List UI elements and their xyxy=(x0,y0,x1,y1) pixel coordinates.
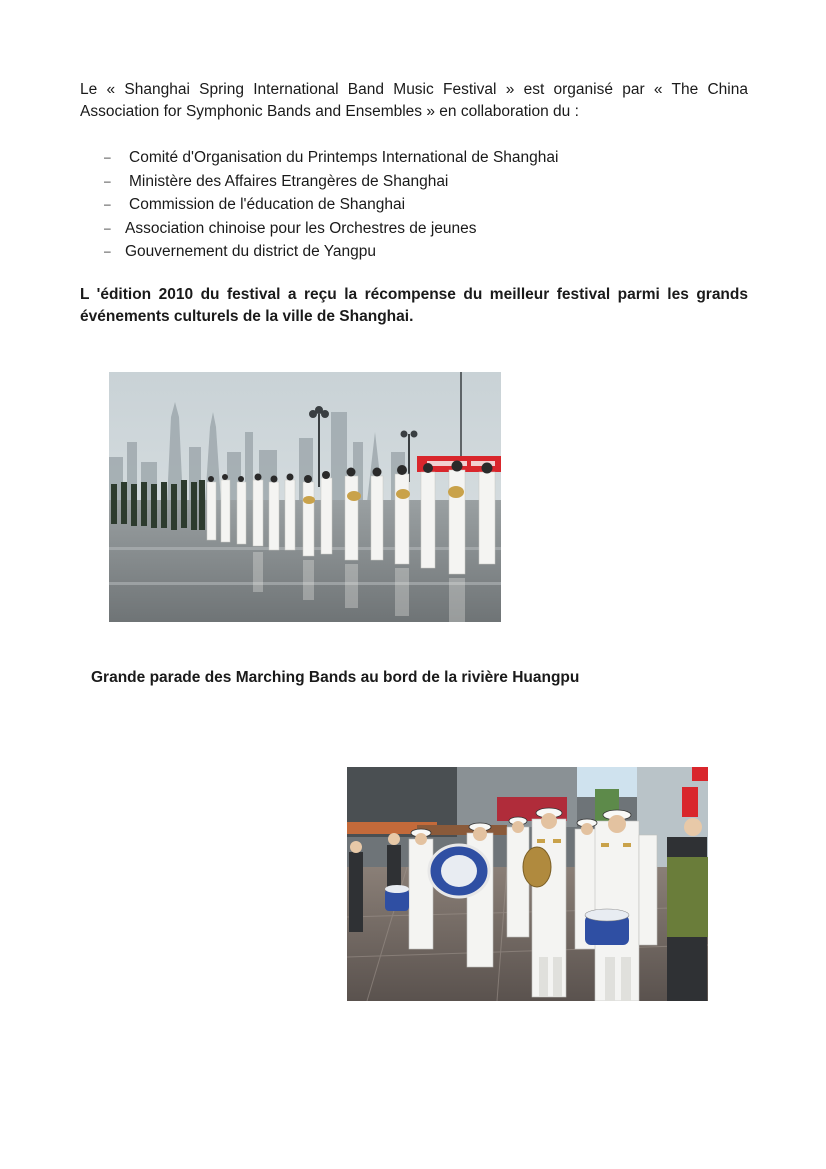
bund-band-photo xyxy=(109,372,501,622)
partner-name: Association chinoise pour les Orchestres de jeunes xyxy=(125,219,477,237)
bullet-dash: – xyxy=(104,220,111,235)
list-item xyxy=(104,217,558,241)
partner-list xyxy=(104,146,558,264)
partner-name: Gouvernement du district de Yangpu xyxy=(125,243,377,260)
parade-caption: Grande parade des Marching Bands au bord de la rivière Huangpu xyxy=(91,669,580,686)
partner-name: Ministère des Affaires Etrangères de Shanghai xyxy=(129,172,449,190)
street-parade-photo xyxy=(347,767,708,1001)
bullet-dash: – xyxy=(104,173,111,188)
list-item xyxy=(104,170,558,194)
bullet-dash: – xyxy=(104,150,111,164)
bullet-dash: – xyxy=(104,244,111,258)
award-paragraph: L 'édition 2010 du festival a reçu la récompense du meilleur festival parmi les grands événements culturels de la ville de Shanghai. xyxy=(80,286,748,325)
list-item xyxy=(104,240,558,264)
partner-name: Comité d'Organisation du Printemps International de Shanghai xyxy=(129,149,559,166)
list-item xyxy=(104,146,558,170)
partner-name: Commission de l'éducation de Shanghai xyxy=(129,196,406,213)
list-item xyxy=(104,193,558,217)
bullet-dash: – xyxy=(104,197,111,211)
intro-paragraph: Le « Shanghai Spring International Band Music Festival » est organisé par « The China Association for Symphonic Bands and Ensembles » en collaboration du : xyxy=(80,81,748,120)
